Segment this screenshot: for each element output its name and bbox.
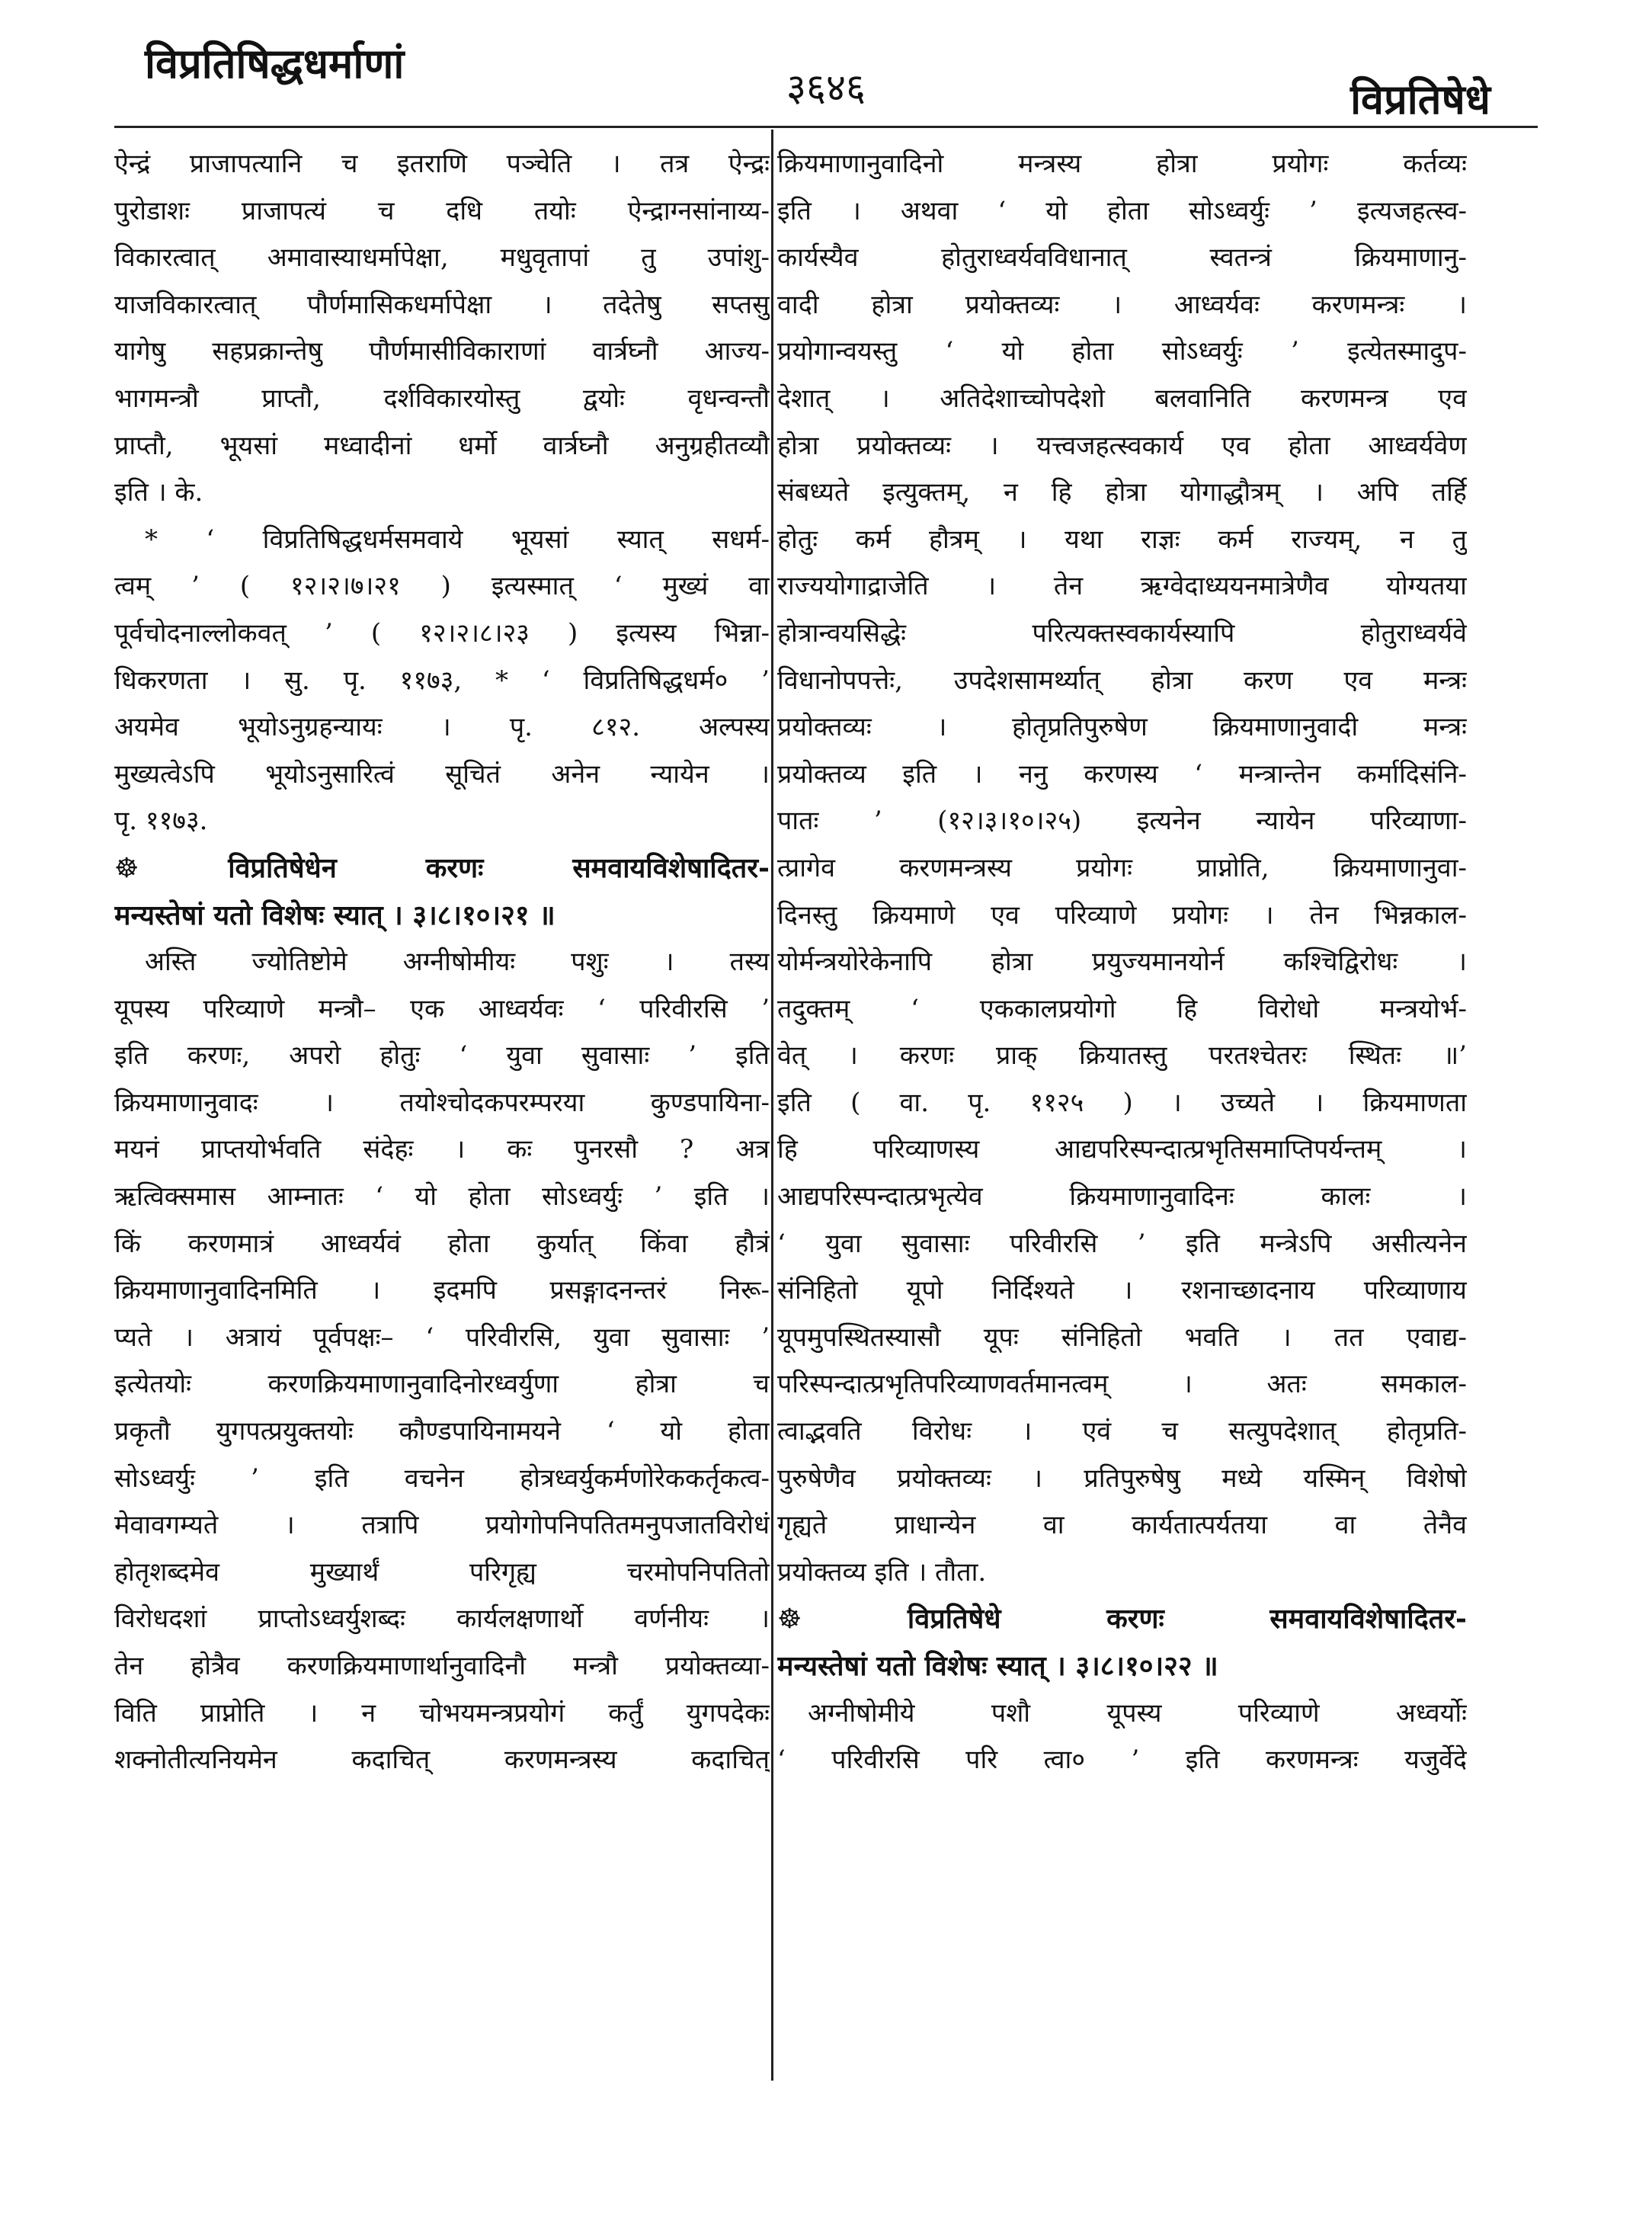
text-line: ‘ परिवीरसि परि त्वा० ’ इति करणमन्त्रः यजुर्वेदे: [777, 1745, 1467, 1776]
text-line: विकारत्वात् अमावास्याधर्मापेक्षा, मधुवृतापां तु उपांशु-: [114, 242, 770, 274]
text-line: मन्यस्तेषां यतो विशेषः स्यात् । ३।८।१०।२१ ॥: [114, 899, 555, 931]
text-line: प्रयोक्तव्य इति । ननु करणस्य ‘ मन्त्रान्तेन कर्मादिसंनि-: [777, 758, 1467, 790]
text-line: यागेषु सहप्रक्रान्तेषु पौर्णमासीविकाराणां वार्त्रघ्नौ आज्य-: [114, 336, 770, 367]
text-line: सोऽध्वर्युः ’ इति वचनेन होत्रध्वर्युकर्मणोरेककर्तृकत्व-: [114, 1463, 770, 1494]
text-line: पृ. ११७३.: [114, 806, 208, 837]
text-line: * ‘ विप्रतिषिद्धधर्मसमवाये भूयसां स्यात् सधर्म-: [145, 524, 770, 555]
text-line: विधानोपपत्तेः, उपदेशसामर्थ्यात् होत्रा करण एव मन्त्रः: [777, 665, 1467, 696]
text-line: इति । के.: [114, 477, 203, 508]
left-column: [114, 141, 770, 2107]
running-head-left: विप्रतिषिद्धधर्माणां: [145, 39, 405, 88]
text-line: दिनस्तु क्रियमाणे एव परिव्याणे प्रयोगः । तेन भिन्नकाल-: [777, 899, 1467, 931]
text-line: ‘ युवा सुवासाः परिवीरसि ’ इति मन्त्रेऽपि असीत्यनेन: [777, 1228, 1467, 1259]
text-line: पूर्वचोदनाल्लोकवत् ’ ( १२।२।८।२३ ) इत्यस्य भिन्ना-: [114, 617, 770, 649]
text-line: त्वम् ’ ( १२।२।७।२१ ) इत्यस्मात् ‘ मुख्यं वा: [114, 571, 770, 602]
text-line: ☸ विप्रतिषेधे करणः समवायविशेषादितर-: [777, 1603, 1467, 1636]
text-line: होतृशब्दमेव मुख्यार्थं परिगृह्य चरमोपनिपतितो: [114, 1556, 770, 1588]
text-line: यूपस्य परिव्याणे मन्त्रौ– एक आध्वर्यवः ‘ परिवीरसि ’: [114, 993, 770, 1024]
header-rule: [114, 126, 1538, 128]
text-line: इति करणः, अपरो होतुः ‘ युवा सुवासाः ’ इति: [114, 1040, 770, 1072]
right-column: [777, 141, 1467, 2081]
text-line: प्रयोक्तव्य इति । तौता.: [777, 1556, 987, 1588]
text-line: याजविकारत्वात् पौर्णमासिकधर्मापेक्षा । तदेतेषु सप्तसु: [114, 289, 770, 320]
text-line: प्रयोक्तव्यः । होतृप्रतिपुरुषेण क्रियमाणानुवादी मन्त्रः: [777, 712, 1467, 743]
text-line: गृह्यते प्राधान्येन वा कार्यतात्पर्यतया वा तेनैव: [777, 1510, 1467, 1541]
text-line: तेन होत्रैव करणक्रियमाणार्थानुवादिनौ मन्त्रौ प्रयोक्तव्या-: [114, 1651, 770, 1681]
text-line: क्रियमाणानुवादिनमिति । इदमपि प्रसङ्गादनन्तरं निरू-: [114, 1275, 770, 1306]
page-number: ३६४६: [786, 66, 866, 110]
column-divider: [771, 130, 773, 2081]
text-line: त्वाद्भवति विरोधः । एवं च सत्युपदेशात् होतृप्रति-: [777, 1416, 1467, 1447]
text-line: अयमेव भूयोऽनुग्रहन्यायः । पृ. ८१२. अल्पस्य: [114, 712, 770, 743]
text-line: होतुः कर्म हौत्रम् । यथा राज्ञः कर्म राज्यम्, न तु: [777, 524, 1467, 555]
text-line: त्प्रागेव करणमन्त्रस्य प्रयोगः प्राप्नोति, क्रियमाणानुवा-: [777, 852, 1467, 883]
text-line: यूपमुपस्थितस्यासौ यूपः संनिहितो भवति । तत एवाद्य-: [777, 1322, 1467, 1353]
text-line: क्रियमाणानुवादः । तयोश्चोदकपरम्परया कुण्डपायिना-: [114, 1087, 770, 1118]
text-line: पातः ’ (१२।३।१०।२५) इत्यनेन न्यायेन परिव्याणा-: [777, 806, 1467, 837]
text-line: राज्ययोगाद्राजेति । तेन ऋग्वेदाध्ययनमात्रेणैव योग्यतया: [777, 571, 1467, 602]
text-line: वादी होत्रा प्रयोक्तव्यः । आध्वर्यवः करणमन्त्रः ।: [777, 289, 1467, 320]
text-line: शक्नोतीत्यनियमेन कदाचित् करणमन्त्रस्य कदाचित्: [114, 1745, 770, 1776]
text-line: तदुक्तम् ‘ एककालप्रयोगो हि विरोधो मन्त्रयोर्भ-: [777, 993, 1467, 1024]
text-line: विरोधदशां प्राप्तोऽध्वर्युशब्दः कार्यलक्षणार्थो वर्णनीयः ।: [114, 1604, 770, 1635]
text-line: संनिहितो यूपो निर्दिश्यते । रशनाच्छादनाय परिव्याणाय: [777, 1275, 1467, 1306]
text-line: आद्यपरिस्पन्दात्प्रभृत्येव क्रियमाणानुवादिनः कालः ।: [777, 1181, 1467, 1213]
text-line: कार्यस्यैव होतुराध्वर्यवविधानात् स्वतन्त्रं क्रियमाणानु-: [777, 242, 1467, 274]
text-line: मयनं प्राप्तयोर्भवति संदेहः । कः पुनरसौ ? अत्र: [114, 1134, 770, 1165]
text-line: क्रियमाणानुवादिनो मन्त्रस्य होत्रा प्रयोगः कर्तव्यः: [777, 149, 1467, 179]
text-line: मुख्यत्वेऽपि भूयोऽनुसारित्वं सूचितं अनेन न्यायेन ।: [114, 758, 770, 790]
text-line: अस्ति ज्योतिष्टोमे अग्नीषोमीयः पशुः । तस्य: [145, 947, 770, 978]
text-line: विति प्राप्नोति । न चोभयमन्त्रप्रयोगं कर्तुं युगपदेकः: [114, 1697, 770, 1729]
text-line: प्यते । अत्रायं पूर्वपक्षः– ‘ परिवीरसि, युवा सुवासाः ’: [114, 1322, 770, 1353]
text-line: पुरोडाशः प्राजापत्यं च दधि तयोः ऐन्द्राग्नसांनाय्य-: [114, 195, 770, 226]
text-line: भागमन्त्रौ प्राप्तौ, दर्शविकारयोस्तु द्वयोः वृधन्वन्तौ: [114, 383, 770, 414]
text-line: ऋत्विक्समास आम्नातः ‘ यो होता सोऽध्वर्युः ’ इति ।: [114, 1181, 770, 1213]
text-line: धिकरणता । सु. पृ. ११७३, * ‘ विप्रतिषिद्धधर्म० ’: [114, 665, 770, 696]
text-line: किं करणमात्रं आध्वर्यवं होता कुर्यात् किंवा हौत्रं: [114, 1228, 770, 1259]
text-line: प्राप्तौ, भूयसां मध्वादीनां धर्मो वार्त्रघ्नौ अनुग्रहीतव्यौ: [114, 430, 770, 461]
text-line: परिस्पन्दात्प्रभृतिपरिव्याणवर्तमानत्वम् । अतः समकाल-: [777, 1369, 1467, 1400]
text-line: अग्नीषोमीये पशौ यूपस्य परिव्याणे अध्वर्योः: [808, 1697, 1467, 1729]
text-line: इत्येतयोः करणक्रियमाणानुवादिनोरध्वर्युणा होत्रा च: [114, 1369, 770, 1400]
text-line: मन्यस्तेषां यतो विशेषः स्यात् । ३।८।१०।२२ ॥: [777, 1650, 1218, 1682]
text-line: ऐन्द्रं प्राजापत्यानि च इतराणि पञ्चेति । तत्र ऐन्द्रः: [114, 149, 770, 179]
text-line: होत्रान्वयसिद्धेः परित्यक्तस्वकार्यस्यापि होतुराध्वर्यवे: [777, 617, 1467, 649]
text-line: देशात् । अतिदेशाच्चोपदेशो बलवानिति करणमन्त्र एव: [777, 383, 1467, 414]
text-line: मेवावगम्यते । तत्रापि प्रयोगोपनिपतितमनुपजातविरोधं: [114, 1510, 770, 1541]
text-line: इति । अथवा ‘ यो होता सोऽध्वर्युः ’ इत्यजहत्स्व-: [777, 195, 1467, 226]
text-line: ☸ विप्रतिषेधेन करणः समवायविशेषादितर-: [114, 851, 770, 884]
text-line: वेत् । करणः प्राक् क्रियातस्तु परतश्चेतरः स्थितः ॥’: [777, 1040, 1467, 1072]
text-line: प्रकृतौ युगपत्प्रयुक्तयोः कौण्डपायिनामयने ‘ यो होता: [114, 1416, 770, 1447]
text-line: प्रयोगान्वयस्तु ‘ यो होता सोऽध्वर्युः ’ इत्येतस्मादुप-: [777, 336, 1467, 367]
text-line: योर्मन्त्रयोरेकेनापि होत्रा प्रयुज्यमानयोर्न कश्चिद्विरोधः ।: [777, 947, 1467, 978]
running-head-right: विप्रतिषेधे: [1350, 75, 1490, 123]
text-line: होत्रा प्रयोक्तव्यः । यत्त्वजहत्स्वकार्य एव होता आध्वर्यवेण: [777, 430, 1467, 461]
text-line: पुरुषेणैव प्रयोक्तव्यः । प्रतिपुरुषेषु मध्ये यस्मिन् विशेषो: [777, 1463, 1467, 1494]
text-line: इति ( वा. पृ. ११२५ ) । उच्यते । क्रियमाणता: [777, 1087, 1467, 1118]
text-line: हि परिव्याणस्य आद्यपरिस्पन्दात्प्रभृतिसमाप्तिपर्यन्तम् ।: [777, 1134, 1467, 1165]
text-line: संबध्यते इत्युक्तम्, न हि होत्रा योगाद्धौत्रम् । अपि तर्हि: [777, 477, 1467, 508]
